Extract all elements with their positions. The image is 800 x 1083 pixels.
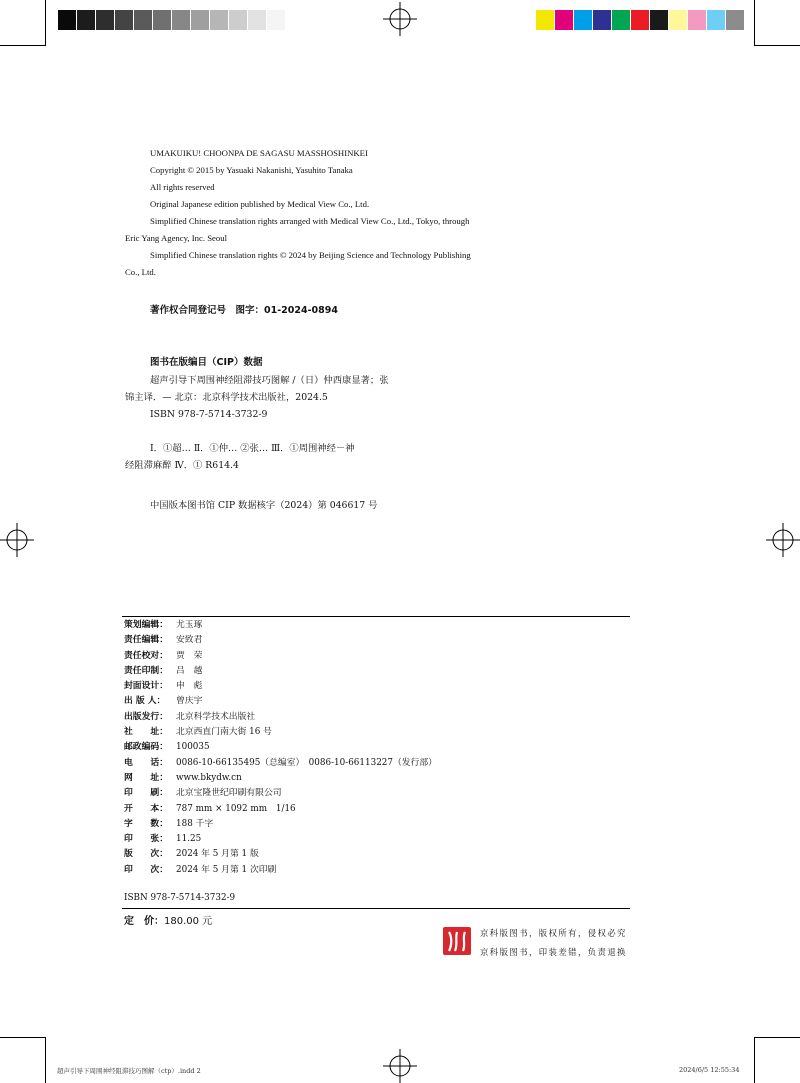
color-swatch xyxy=(229,10,248,30)
color-swatch xyxy=(77,10,96,30)
color-swatch xyxy=(58,10,77,30)
color-swatch xyxy=(248,10,267,30)
info-row xyxy=(124,710,437,725)
info-label: 社 址： xyxy=(124,727,168,738)
top-rule xyxy=(122,616,630,617)
info-label: 出 版 人： xyxy=(124,696,166,707)
info-value: 787 mm × 1092 mm 1/16 xyxy=(176,803,296,814)
copyright-line: Original Japanese edition published by Medical View Co., Ltd. xyxy=(150,199,370,209)
contract-registration-number: 著作权合同登记号 图字：01-2024-0894 xyxy=(150,305,338,316)
copyright-line: Simplified Chinese translation rights © 2024 by Beijing Science and Technology Publishing xyxy=(150,250,471,260)
color-swatch xyxy=(115,10,134,30)
copyright-notice-english xyxy=(125,145,570,281)
publication-info-table xyxy=(124,618,437,878)
crop-mark xyxy=(45,0,46,46)
copyright-line: All rights reserved xyxy=(150,182,215,192)
color-swatch xyxy=(134,10,153,30)
copyright-line: Copyright © 2015 by Yasuaki Nakanishi, Yasuhito Tanaka xyxy=(150,165,353,175)
cip-line: ISBN 978-7-5714-3732-9 xyxy=(150,409,268,420)
color-swatch xyxy=(267,10,286,30)
copyright-line: UMAKUIKU! CHOONPA DE SAGASU MASSHOSHINKEI xyxy=(150,148,368,158)
info-value: www.bkydw.cn xyxy=(176,772,242,783)
info-value: 申 彪 xyxy=(176,681,203,692)
info-label: 封面设计： xyxy=(124,681,168,692)
color-swatch xyxy=(153,10,172,30)
info-label: 版 次： xyxy=(124,849,168,860)
info-row xyxy=(124,786,437,801)
info-label: 责任编辑： xyxy=(124,635,168,646)
publisher-logo-icon xyxy=(443,927,471,955)
color-swatch xyxy=(612,10,631,30)
info-label: 印 刷： xyxy=(124,788,168,799)
info-row xyxy=(124,817,437,832)
registration-mark-icon xyxy=(383,1049,417,1083)
registration-mark-icon xyxy=(0,523,34,557)
registration-mark-icon xyxy=(766,523,800,557)
file-slug: 超声引导下周围神经阻滞技巧图解（ctp）.indd 2 xyxy=(57,1067,201,1075)
isbn-number: ISBN 978-7-5714-3732-9 xyxy=(124,893,236,903)
color-swatch xyxy=(210,10,229,30)
color-swatch xyxy=(574,10,593,30)
cip-line: Ⅰ．①超… Ⅱ．①仲… ②张… Ⅲ．①周围神经－神 xyxy=(150,443,355,454)
info-value: 北京宝隆世纪印刷有限公司 xyxy=(176,788,282,799)
info-value: 曾庆宇 xyxy=(176,696,203,707)
copyright-notice-chinese xyxy=(480,924,627,962)
color-swatch xyxy=(726,10,745,30)
info-row xyxy=(124,832,437,847)
info-row xyxy=(124,740,437,755)
color-swatch xyxy=(688,10,707,30)
info-label: 印 次： xyxy=(124,864,168,875)
info-value: 0086-10-66135495（总编室） 0086-10-66113227（发行部） xyxy=(176,757,437,768)
copyright-line: Eric Yang Agency, Inc. Seoul xyxy=(125,233,227,243)
info-label: 印 张： xyxy=(124,834,168,845)
info-label: 责任印制： xyxy=(124,665,168,676)
crop-mark xyxy=(754,1037,755,1083)
color-swatch xyxy=(172,10,191,30)
cip-line: 锦主译．— 北京：北京科学技术出版社，2024.5 xyxy=(125,392,328,403)
price-line xyxy=(124,912,212,927)
color-swatch xyxy=(191,10,210,30)
isbn-rule xyxy=(122,908,630,909)
color-swatch xyxy=(555,10,574,30)
info-value: 100035 xyxy=(176,742,210,753)
info-row xyxy=(124,802,437,817)
info-label: 电 话： xyxy=(124,757,168,768)
info-value: 北京西直门南大街 16 号 xyxy=(176,727,272,738)
crop-mark xyxy=(0,45,46,46)
info-label: 网 址： xyxy=(124,772,168,783)
price-value: 180.00 元 xyxy=(164,916,213,927)
copyright-line: Simplified Chinese translation rights arranged with Medical View Co., Ltd., Tokyo, through xyxy=(150,216,470,226)
info-value: 安致君 xyxy=(176,635,203,646)
info-value: 尤玉琢 xyxy=(176,620,203,630)
cip-heading: 图书在版编目（CIP）数据 xyxy=(150,357,263,368)
cip-line: 经阻滞麻醉 Ⅳ．① R614.4 xyxy=(125,460,239,471)
info-label: 出版发行： xyxy=(124,711,168,722)
info-value: 2024 年 5 月第 1 版 xyxy=(176,849,259,860)
info-value: 11.25 xyxy=(176,834,202,845)
notice-line: 京科版图书，印装差错，负责退换 xyxy=(480,947,627,957)
copyright-line: Co., Ltd. xyxy=(125,267,156,277)
info-label: 责任校对： xyxy=(124,650,168,661)
info-label: 邮政编码： xyxy=(124,742,168,753)
color-swatch xyxy=(707,10,726,30)
crop-mark xyxy=(0,1037,46,1038)
info-value: 吕 越 xyxy=(176,665,203,676)
info-row xyxy=(124,618,437,633)
info-row xyxy=(124,633,437,648)
color-swatch xyxy=(96,10,115,30)
info-value: 188 千字 xyxy=(176,818,214,829)
color-swatch xyxy=(593,10,612,30)
info-value: 北京科学技术出版社 xyxy=(176,711,256,722)
info-row xyxy=(124,863,437,878)
price-label: 定 价： xyxy=(124,916,164,927)
grayscale-color-bar xyxy=(58,10,286,30)
info-label: 策划编辑： xyxy=(124,620,168,630)
info-row xyxy=(124,694,437,709)
cmyk-color-bar xyxy=(536,10,745,30)
info-row xyxy=(124,847,437,862)
info-row xyxy=(124,756,437,771)
info-value: 贾 荣 xyxy=(176,650,203,661)
cip-record xyxy=(125,372,445,474)
crop-mark xyxy=(754,0,755,46)
notice-line: 京科版图书，版权所有，侵权必究 xyxy=(480,928,627,938)
info-row xyxy=(124,649,437,664)
color-swatch xyxy=(650,10,669,30)
cip-line: 超声引导下周围神经阻滞技巧图解 /（日）仲西康显著；张 xyxy=(150,375,389,386)
color-swatch xyxy=(631,10,650,30)
crop-mark xyxy=(754,1037,800,1038)
info-row xyxy=(124,679,437,694)
info-row xyxy=(124,725,437,740)
crop-mark xyxy=(754,45,800,46)
cip-line xyxy=(125,423,445,440)
crop-mark xyxy=(45,1037,46,1083)
info-row xyxy=(124,771,437,786)
color-swatch xyxy=(536,10,555,30)
cip-library-number: 中国版本图书馆 CIP 数据核字（2024）第 046617 号 xyxy=(150,500,378,511)
registration-mark-icon xyxy=(383,2,417,36)
info-row xyxy=(124,664,437,679)
info-label: 字 数： xyxy=(124,818,168,829)
info-value: 2024 年 5 月第 1 次印刷 xyxy=(176,864,277,875)
color-swatch xyxy=(669,10,688,30)
print-timestamp: 2024/6/5 12:55:34 xyxy=(679,1066,740,1074)
info-label: 开 本： xyxy=(124,803,168,814)
